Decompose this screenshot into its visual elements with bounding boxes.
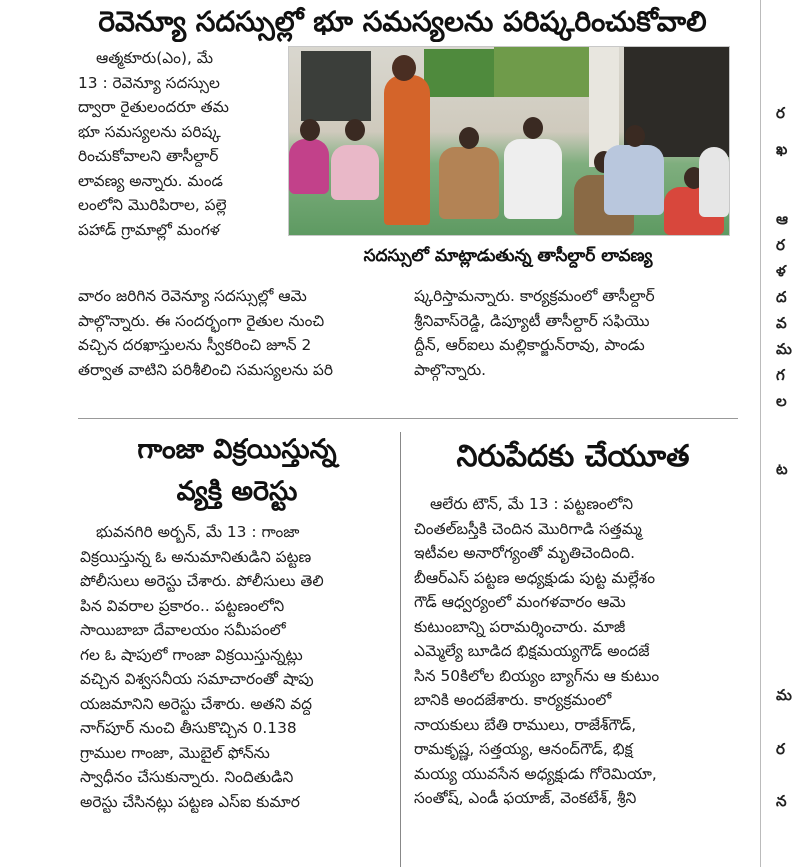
article1-line: 13 : రెవెన్యూ సదస్సుల [78,73,220,92]
photo-blackboard [301,51,371,121]
article2-line: గ్రాముల గాంజా, మొబైల్ ఫోన్‌ను [80,743,270,762]
fragment-glyph: ద [776,288,787,306]
article3-line: బీఆర్ఎస్ పట్టణ అధ్యక్షుడు పుట్ట మల్లేశం [414,568,656,587]
article3-line: సంతోష్, ఎండీ ఫయాజ్, వెంకటేశ్, శ్రీని [414,789,637,807]
photo-person [604,145,664,215]
article1-line: ద్వారా రైతులందరూ తమ [78,98,229,116]
photo-person [699,147,729,217]
article3-body [414,492,736,811]
article2-headline-line1: గాంజా విక్రయిస్తున్న [137,434,337,465]
fragment-glyph: వ [776,314,787,332]
fragment-glyph: ర [776,104,785,122]
article3-line: కుటుంబాన్ని పరామర్శించారు. మాజీ [414,617,626,636]
photo-person [289,139,329,194]
photo-person-head [459,127,479,149]
photo-banner [424,49,494,97]
article2-line: విక్రయిస్తున్న ఓ అనుమానితుడిని పట్టణ [80,547,312,566]
section-divider [78,418,738,419]
article2-line: పిన వివరాల ప్రకారం.. పట్టణంలోని [80,596,285,615]
article2-body [80,520,392,814]
photo-speaker-head [392,55,416,81]
adjacent-column-fragment [770,0,800,867]
column-divider [400,432,401,867]
article3-line: రామకృష్ణ, సత్తయ్య, ఆనంద్‌గౌడ్, భిక్ష [414,740,633,758]
fragment-glyph: ఖ [776,140,788,158]
article2-line: యజమానిని అరెస్టు చేశారు. అతని వద్ద [80,694,313,713]
article1-line: రించుకోవాలని తాసీల్దార్ [78,147,219,165]
fragment-glyph: ల [776,392,787,410]
article1-line: తర్వాత వాటిని పరిశీలించి సమస్యలను పరి [78,360,333,379]
article3-line: చింతల్‌బస్తీకి చెందిన మొరిగాడి సత్తమ్మ [414,519,642,538]
photo-person [331,145,379,200]
article2-headline-line2: వ్యక్తి అరెస్టు [176,476,298,507]
photo-person [439,147,499,219]
photo-person [504,139,562,219]
article1-line: ష్కరిస్తామన్నారు. కార్యక్రమంలో తాసీల్దార్ [414,287,655,305]
article2-line: సాయిబాబా దేవాలయం సమీపంలో [80,621,286,639]
fragment-glyph: ఆ [776,210,788,228]
article1-body-left [78,284,398,382]
fragment-glyph: ర [776,236,785,254]
page-edge-divider [760,0,761,867]
article1-line: వారం జరిగిన రెవెన్యూ సదస్సుల్లో ఆమె [78,287,307,305]
article1-photo [288,46,730,236]
fragment-glyph: న [776,792,787,810]
article3-line: బానికి అందజేశారు. కార్యక్రమంలో [414,691,612,709]
article1-body-right [414,284,734,382]
fragment-glyph: ళ [776,262,786,280]
article2-line: నాగ్‌పూర్ నుంచి తీసుకొచ్చిన 0.138 [80,719,297,737]
article3-line: నాయకులు బేతి రాములు, రాజేశ్‌గౌడ్, [414,715,637,734]
article2-line: స్వాధీనం చేసుకున్నారు. నిందితుడిని [80,768,294,786]
article3-line: ఇటీవల అనారోగ్యంతో మృతిచెందింది. [414,544,636,562]
article1-line: ఆత్మకూరు(ఎం), మే [96,49,214,67]
article1-line: పాల్గొన్నారు. ఈ సందర్భంగా రైతుల నుంచి [78,311,325,330]
article3-line: గౌడ్ ఆధ్వర్యంలో మంగళవారం ఆమె [414,593,626,611]
photo-person-head [625,125,645,147]
fragment-glyph: గ [776,366,785,384]
article1-line: భూ సమస్యలను పరిష్క [78,122,221,141]
article2-line: భువనగిరి అర్బన్, మే 13 : గాంజా [96,523,300,541]
article2-line: వచ్చిన విశ్వసనీయ సమాచారంతో షాపు [80,670,314,688]
photo-person-head [300,119,320,141]
fragment-glyph: ట [776,460,788,478]
article1-line: పాల్గొన్నారు. [414,360,487,379]
article1-line: శ్రీనివాస్‌రెడ్డి, డిప్యూటీ తాసీల్దార్ సఫియొ [414,311,650,330]
article2-line: పోలీసులు అరెస్టు చేశారు. పోలీసులు తెలి [80,572,324,590]
article1-line: ద్దీన్, ఆర్ఐలు మల్లికార్జున్‌రావు, పాండు [414,336,645,354]
article3-headline: నిరుపేదకు చేయూత [456,439,690,474]
photo-speaker [384,75,430,225]
photo-person-head [523,117,543,139]
article1-body-narrow [78,46,284,242]
article1-headline: రెవెన్యూ సదస్సుల్లో భూ సమస్యలను పరిష్కరించుకోవాలి [98,5,707,38]
article3-line: ఎమ్మెల్యే బూడిద భిక్షమయ్యగౌడ్ అందజే [414,642,650,660]
article1-line: వచ్చిన దరఖాస్తులను స్వీకరించి జూన్ 2 [78,336,312,354]
article2-line: గల ఓ షాపులో గాంజా విక్రయిస్తున్నట్లు [80,645,303,664]
article1-line: పహాడ్ గ్రామాల్లో మంగళ [78,220,220,239]
photo-caption: సదస్సులో మాట్లాడుతున్న తాసీల్దార్ లావణ్య [363,246,653,266]
fragment-glyph: ర [776,740,785,758]
fragment-glyph: మ [776,340,792,358]
article3-line: సిన 50కిలోల బియ్యం బ్యాగ్‌ను ఆ కుటుం [414,666,660,685]
article3-line: ఆలేరు టౌన్, మే 13 : పట్టణంలోని [430,495,633,513]
photo-person-head [345,119,365,141]
article1-line: లావణ్య అన్నారు. మండ [78,171,223,190]
article2-line: అరెస్టు చేసినట్లు పట్టణ ఎస్ఐ కుమార [80,792,300,811]
article1-line: లంలోని మొరిపిరాల, పల్లె [78,196,227,214]
photo-banner [494,47,589,97]
article3-line: మయ్య యువసేన అధ్యక్షుడు గోరెమియా, [414,764,657,783]
fragment-glyph: మ [776,686,792,704]
